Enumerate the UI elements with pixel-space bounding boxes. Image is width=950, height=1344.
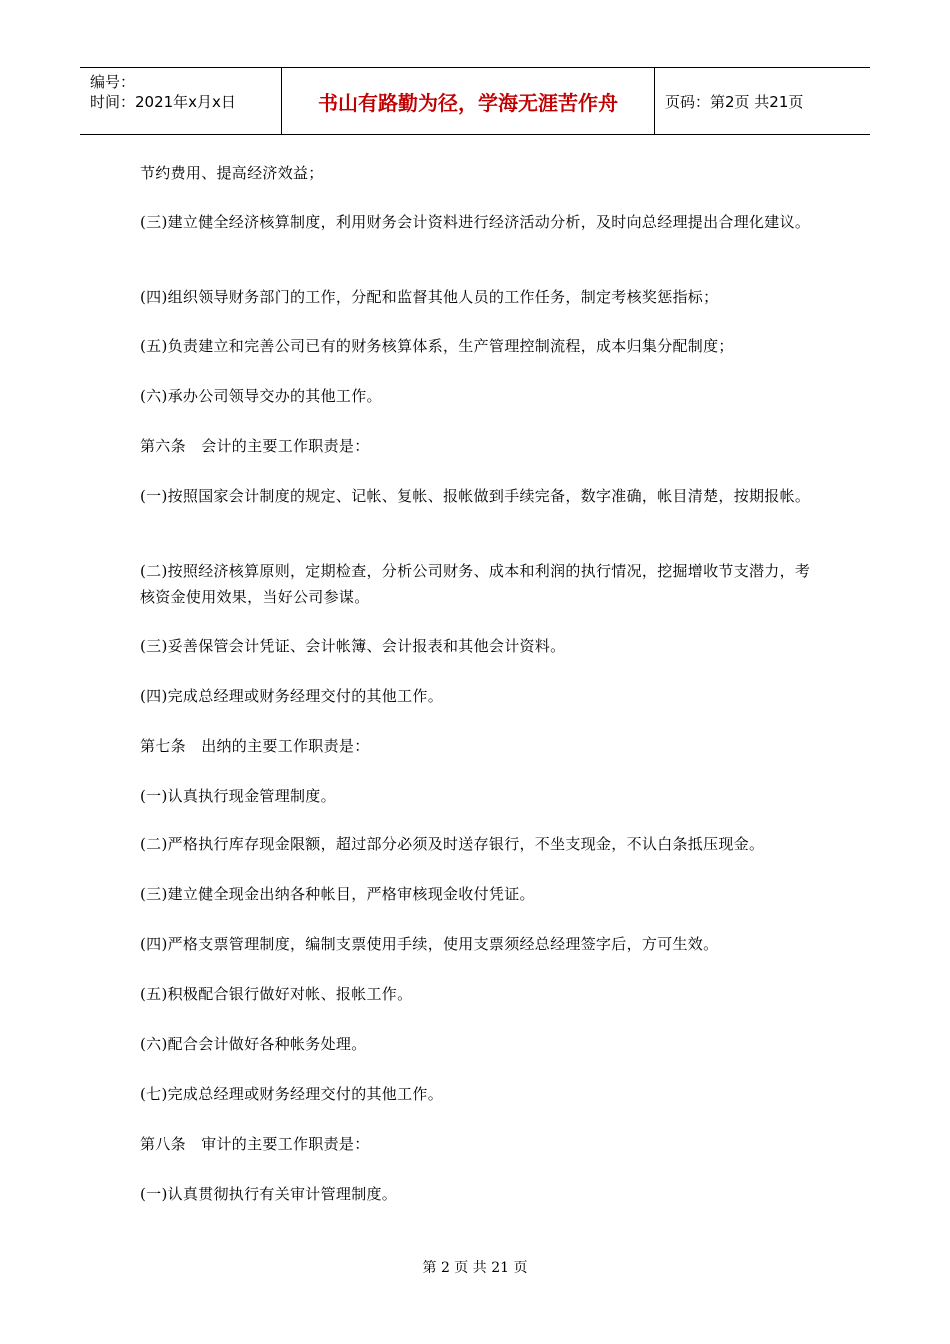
paragraph: (四)严格支票管理制度，编制支票使用手续，使用支票须经总经理签字后，方可生效。 <box>140 935 719 953</box>
paragraph: (四)组织领导财务部门的工作，分配和监督其他人员的工作任务，制定考核奖惩指标； <box>140 288 719 306</box>
paragraph: (五)积极配合银行做好对帐、报帐工作。 <box>140 985 413 1003</box>
paragraph: (三)建立健全经济核算制度，利用财务会计资料进行经济活动分析，及时向总经理提出合理化建议。 <box>140 213 811 231</box>
paragraph: (三)建立健全现金出纳各种帐目，严格审核现金收付凭证。 <box>140 885 535 903</box>
section-heading: 第八条 审计的主要工作职责是： <box>140 1135 370 1153</box>
section-heading: 第六条 会计的主要工作职责是： <box>140 437 370 455</box>
paragraph: (三)妥善保管会计凭证、会计帐簿、会计报表和其他会计资料。 <box>140 637 566 655</box>
document-number-label: 编号： <box>90 73 136 91</box>
header-page-info: 页码：第2页 共21页 <box>665 92 804 111</box>
paragraph: (一)认真执行现金管理制度。 <box>140 787 336 805</box>
paragraph: 节约费用、提高经济效益； <box>140 164 324 182</box>
paragraph: (二)按照经济核算原则，定期检查，分析公司财务、成本和利润的执行情况，挖掘增收节支潜力，考核资金使用效果，当好公司参谋。 <box>140 562 811 606</box>
paragraph: (六)承办公司领导交办的其他工作。 <box>140 387 382 405</box>
paragraph: (二)严格执行库存现金限额，超过部分必须及时送存银行，不坐支现金，不认白条抵压现金。 <box>140 835 765 853</box>
page-header <box>80 67 870 135</box>
paragraph: (一)按照国家会计制度的规定、记帐、复帐、报帐做到手续完备，数字准确，帐目清楚，按期报帐。 <box>140 487 811 505</box>
document-date: 时间：2021年x月x日 <box>90 93 236 111</box>
paragraph: (一)认真贯彻执行有关审计管理制度。 <box>140 1185 398 1203</box>
paragraph: (六)配合会计做好各种帐务处理。 <box>140 1035 367 1053</box>
header-meta <box>80 68 282 134</box>
page-footer: 第 2 页 共 21 页 <box>422 1260 528 1276</box>
paragraph: (五)负责建立和完善公司已有的财务核算体系，生产管理控制流程，成本归集分配制度； <box>140 337 734 355</box>
paragraph: (七)完成总经理或财务经理交付的其他工作。 <box>140 1085 444 1103</box>
header-motto: 书山有路勤为径，学海无涯苦作舟 <box>282 68 655 134</box>
paragraph: (四)完成总经理或财务经理交付的其他工作。 <box>140 687 444 705</box>
section-heading: 第七条 出纳的主要工作职责是： <box>140 737 370 755</box>
